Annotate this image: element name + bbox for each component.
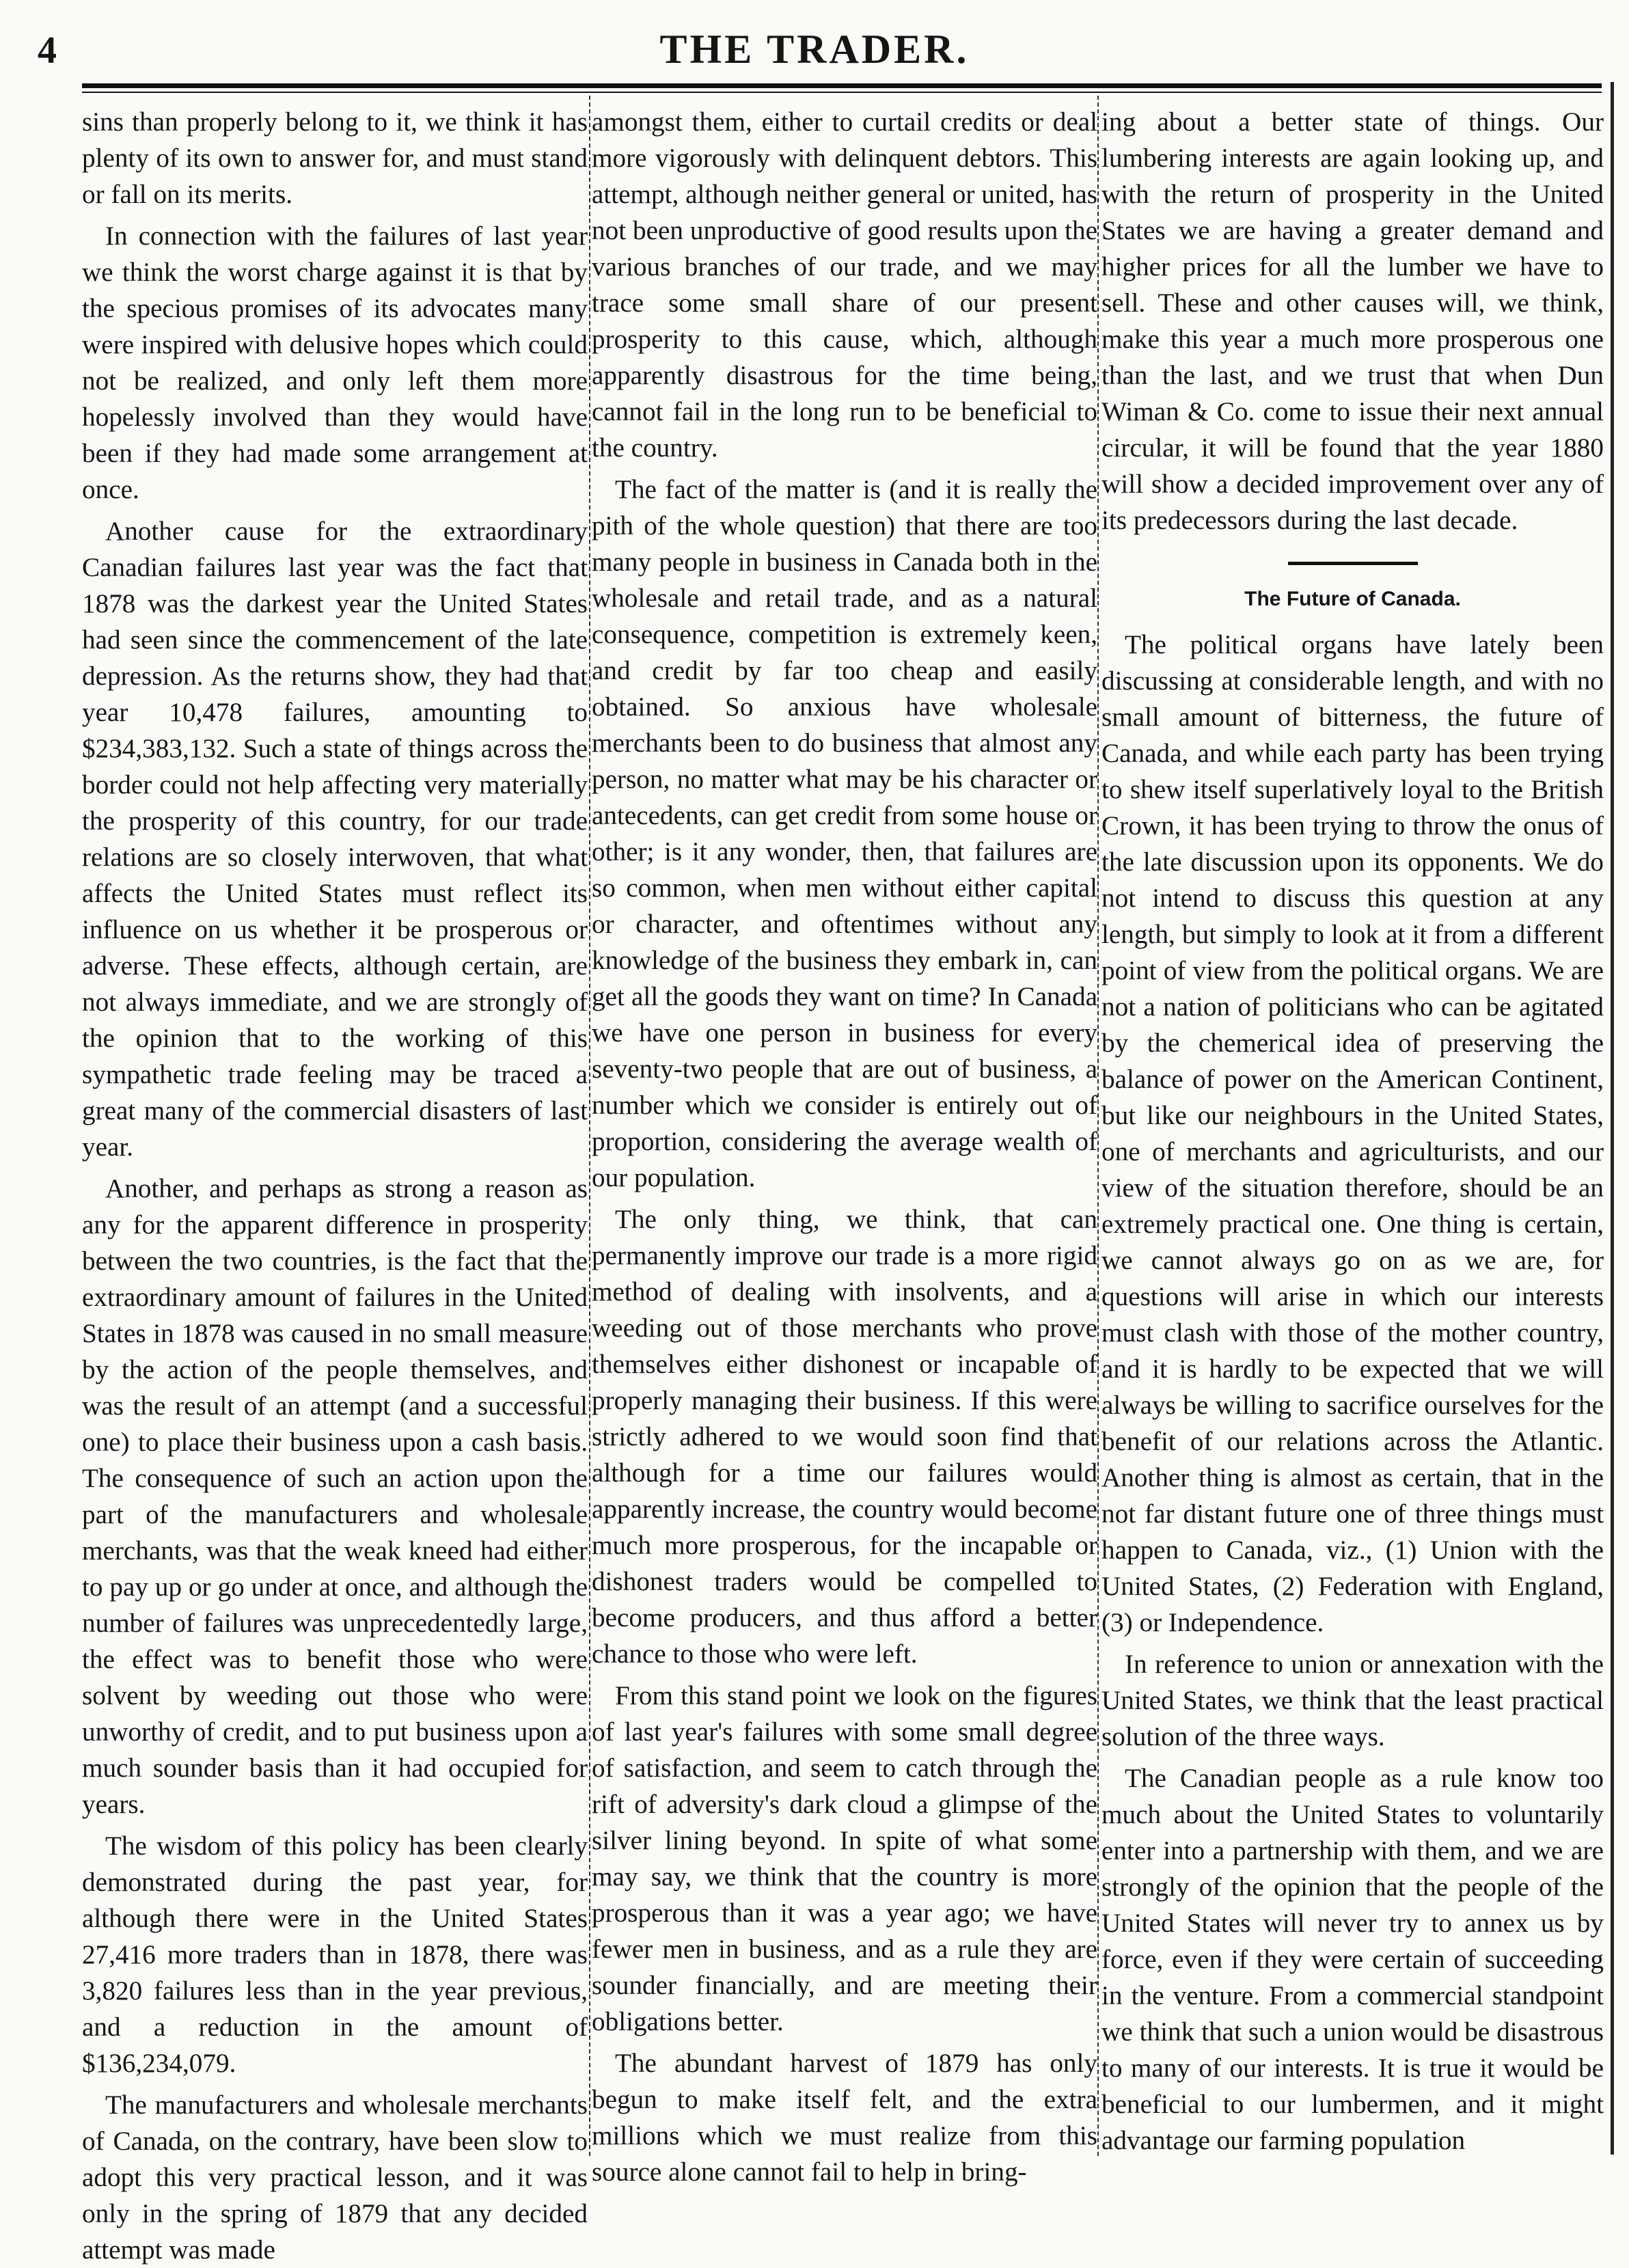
paragraph: From this stand point we look on the figures of last year's failures with some small degree of satisfaction, and seem to catch through the rift of adversity's dark cloud a glimpse of the silver lining beyond. In spite of what some may say, we think that the country is more prosperous than it was a year ago; we have fewer men in business, and as a rule they are sounder financially, and are meeting their obligations better. bbox=[592, 1681, 1097, 2036]
paragraph: In reference to union or annexation with the United States, we think that the least practical solution of the three ways. bbox=[1101, 1650, 1604, 1751]
masthead-title: THE TRADER. bbox=[659, 27, 970, 72]
paragraph: The Canadian people as a rule know too much about the United States to voluntarily enter into a partnership with them, and we are strongly of the opinion that the people of the United States will never try to annex us by force, even if they were certain of succeeding in the venture. From a commercial standpoint we think that such a union would be disastrous to many of our interests. It is true it would be beneficial to our lumbermen, and it might advantage our farming population bbox=[1101, 1764, 1604, 2155]
page-header bbox=[0, 0, 1629, 96]
paragraph: The fact of the matter is (and it is really the pith of the whole question) that there are too many people in business in Canada both in the wholesale and retail trade, and as a natural consequence, competition is extremely keen, and credit by far too cheap and easily obtained. So anxious have wholesale merchants been to do business that almost any person, no matter what may be his character or antecedents, can get credit from some house or other; is it any wonder, then, that failures are so common, when men without either capital or character, and oftentimes without any knowledge of the business they embark in, can get all the goods they want on time? In Canada we have one person in business for every seventy-two people that are out of business, a number which we consider is entirely out of proportion, considering the average wealth of our population. bbox=[592, 475, 1097, 1192]
column-divider bbox=[1097, 96, 1099, 2156]
paragraph: The abundant harvest of 1879 has only begun to make itself felt, and the extra millions which we must realize from this source alone cannot fail to help in bring- bbox=[592, 2049, 1097, 2187]
paragraph: Another, and perhaps as strong a reason as any for the apparent difference in prosperity between the two countries, is the fact that the extraordinary amount of failures in the United States in 1878 was caused in no small measure by the action of the people themselves, and was the result of an attempt (and a successful one) to place their business upon a cash basis. The consequence of such an action upon the part of the manufacturers and wholesale merchants, was that the weak kneed had either to pay up or go under at once, and although the number of failures was unprecedentedly large, the effect was to benefit those who were solvent by weeding out those who were unworthy of credit, and to put business upon a much sounder basis than it had occupied for years. bbox=[82, 1174, 588, 1819]
page-number: 4 bbox=[38, 29, 57, 72]
paragraph: amongst them, either to curtail credits or deal more vigorously with delinquent debtors. This attempt, although neither general or united, has not been unproductive of good results upon the various branches of our trade, and we may trace some small share of our present prosperity to this cause, which, although apparently disastrous for the time being, cannot fail in the long run to be beneficial to the country. bbox=[592, 107, 1097, 463]
paragraph: The political organs have lately been discussing at considerable length, and with no small amount of bitterness, the future of Canada, and while each party has been trying to shew itself superlatively loyal to the British Crown, it has been trying to throw the onus of the late discussion upon its opponents. We do not intend to discuss this question at any length, but simply to look at it from a different point of view from the political organs. We are not a nation of politicians who can be agitated by the chemerical idea of preserving the balance of power on the American Continent, but like our neighbours in the United States, one of merchants and agriculturists, and our view of the situation therefore, should be an extremely practical one. One thing is certain, we cannot always go on as we are, for questions will arise in which our interests must clash with those of the mother country, and it is hardly to be expected that we will always be willing to sacrifice ourselves for the benefit of our relations across the Atlantic. Another thing is almost as certain, that in the not far distant future one of three things must happen to Canada, viz., (1) Union with the United States, (2) Federation with England, (3) or Independence. bbox=[1101, 630, 1604, 1637]
header-rule-thin bbox=[82, 92, 1602, 93]
column-1 bbox=[82, 104, 588, 2265]
paragraph: The wisdom of this policy has been clearly demonstrated during the past year, for although there were in the United States 27,416 more traders than in 1878, there was 3,820 failures less than in the year previous, and a reduction in the amount of $136,234,079. bbox=[82, 1831, 588, 2078]
paragraph: The only thing, we think, that can permanently improve our trade is a more rigid method of dealing with insolvents, and a weeding out of those merchants who prove themselves either dishonest or incapable of properly managing their business. If this were strictly adhered to we would soon find that although for a time our failures would apparently increase, the country would become much more prosperous, for the incapable or dishonest traders would be compelled to become producers, and thus afford a better chance to those who were left. bbox=[592, 1205, 1097, 1669]
page-edge-rule bbox=[1611, 82, 1614, 2155]
section-rule bbox=[1288, 562, 1418, 565]
section-title: The Future of Canada. bbox=[1244, 588, 1461, 610]
column-divider bbox=[589, 96, 590, 2156]
paragraph: ing about a better state of things. Our lumbering interests are again looking up, and with the return of prosperity in the United States we are having a greater demand and higher prices for all the lumber we have to sell. These and other causes will, we think, make this year a much more prosperous one than the last, and we trust that when Dun Wiman & Co. come to issue their next annual circular, it will be found that the year 1880 will show a decided improvement over any of its predecessors during the last decade. bbox=[1101, 107, 1604, 535]
paragraph: sins than properly belong to it, we think it has plenty of its own to answer for, and must stand or fall on its merits. bbox=[82, 107, 588, 209]
paragraph: The manufacturers and wholesale merchants of Canada, on the contrary, have been slow to adopt this very practical lesson, and it was only in the spring of 1879 that any decided attempt was made bbox=[82, 2090, 588, 2265]
paragraph: Another cause for the extraordinary Canadian failures last year was the fact that 1878 was the darkest year the United States had seen since the commencement of the late depression. As the returns show, they had that year 10,478 failures, amounting to $234,383,132. Such a state of things across the border could not help affecting very materially the prosperity of this country, for our trade relations are so closely interwoven, that what affects the United States must reflect its influence on us whether it be prosperous or adverse. These effects, although certain, are not always immediate, and we are strongly of the opinion that to the working of this sympathetic trade feeling may be traced a great many of the commercial disasters of last year. bbox=[82, 517, 588, 1162]
header-rule-thick bbox=[82, 83, 1602, 88]
paragraph: In connection with the failures of last year we think the worst charge against it is that by the specious promises of its advocates many were inspired with delusive hopes which could not be realized, and only left them more hopelessly involved than they would have been if they had made some arrangement at once. bbox=[82, 221, 588, 504]
column-3 bbox=[1101, 104, 1604, 2155]
column-2 bbox=[592, 104, 1097, 2187]
